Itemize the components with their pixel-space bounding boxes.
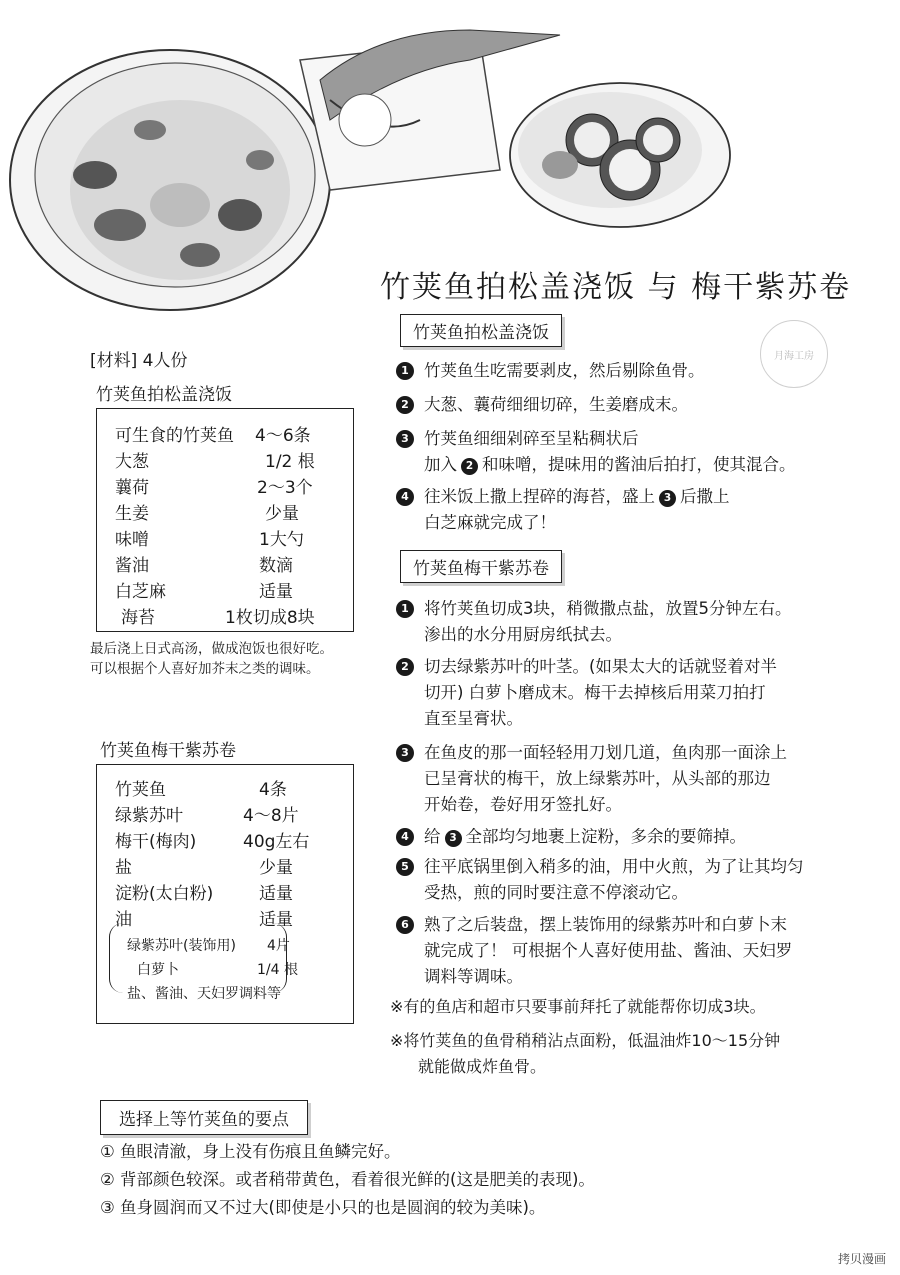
garnish-row: 绿紫苏叶(装饰用) 4片 <box>127 938 290 954</box>
recipe2-step-6: 6 熟了之后装盘，摆上装饰用的绿紫苏叶和白萝卜末 就完成了！ 可根据个人喜好使用盐、酱油、天妇罗 调料等调味。 <box>396 912 876 992</box>
ingredient-row: 酱油 数滴 <box>115 556 293 576</box>
materials-dish1-name: 竹荚鱼拍松盖浇饭 <box>96 385 232 405</box>
recipe1-step-1: 1 竹荚鱼生吃需要剥皮，然后剔除鱼骨。 <box>396 358 876 386</box>
tip-item-1: ① 鱼眼清澈，身上没有伤痕且鱼鳞完好。 <box>100 1142 401 1161</box>
recipe1-step-4: 4 往米饭上撒上捏碎的海苔，盛上 3 后撒上 白芝麻就完成了！ <box>396 484 876 540</box>
step-number-badge: 1 <box>396 600 414 618</box>
garnish-row: 盐、酱油、天妇罗调料等 <box>127 986 281 1002</box>
recipe2-note-2-line-2: 就能做成炸鱼骨。 <box>418 1057 547 1076</box>
step-number-badge: 2 <box>396 396 414 414</box>
ingredient-row: 大葱 1/2 根 <box>115 452 315 472</box>
garnish-row: 白萝卜 1/4 根 <box>137 962 298 978</box>
step-number-badge: 6 <box>396 916 414 934</box>
recipe1-step-3: 3 竹荚鱼细细剁碎至呈粘稠状后 加入 2 和味噌，提味用的酱油后拍打，使其混合。 <box>396 426 876 482</box>
ingredient-row: 淀粉(太白粉) 适量 <box>115 884 293 904</box>
step-number-badge: 5 <box>396 858 414 876</box>
step-number-badge: 2 <box>396 658 414 676</box>
ingredient-row: 油 适量 <box>115 910 293 930</box>
recipe2-step-4: 4 给 3 全部均匀地裹上淀粉，多余的要筛掉。 <box>396 824 876 852</box>
side-dish-plate-drawing <box>510 83 730 227</box>
recipe2-note-1: ※有的鱼店和超市只要事前拜托了就能帮你切成3块。 <box>390 997 766 1016</box>
ingredient-row: 蘘荷 2～3个 <box>115 478 313 498</box>
step-ref-badge: 3 <box>659 490 676 507</box>
recipe2-step-5: 5 往平底锅里倒入稍多的油，用中火煎，为了让其均匀 受热，煎的同时要注意不停滚动它。 <box>396 854 876 908</box>
step-number-badge: 3 <box>396 744 414 762</box>
page-title: 竹荚鱼拍松盖浇饭 与 梅干紫苏卷 <box>380 270 852 305</box>
ingredient-row: 盐 少量 <box>115 858 293 878</box>
dish1-note-line-1: 最后浇上日式高汤，做成泡饭也很好吃。 <box>90 641 333 657</box>
ingredient-row: 白芝麻 适量 <box>115 582 293 602</box>
tips-heading: 选择上等竹荚鱼的要点 <box>100 1100 308 1135</box>
recipe2-step-3: 3 在鱼皮的那一面轻轻用刀划几道，鱼肉那一面涂上 已呈膏状的梅干，放上绿紫苏叶，从头部的那边 开始卷，卷好用牙签扎好。 <box>396 740 876 820</box>
step-number-badge: 4 <box>396 828 414 846</box>
tip-item-2: ② 背部颜色较深。或者稍带黄色，看着很光鲜的(这是肥美的表现)。 <box>100 1170 595 1189</box>
step-ref-badge: 2 <box>461 458 478 475</box>
materials-heading: [材料] 4人份 <box>90 351 188 371</box>
recipe1-step-2: 2 大葱、蘘荷细细切碎，生姜磨成末。 <box>396 392 876 420</box>
recipe2-heading: 竹荚鱼梅干紫苏卷 <box>400 550 562 583</box>
ingredient-row: 绿紫苏叶 4～8片 <box>115 806 299 826</box>
step-number-badge: 3 <box>396 430 414 448</box>
recipe2-note-2-line-1: ※将竹荚鱼的鱼骨稍稍沾点面粉，低温油炸10～15分钟 <box>390 1031 781 1050</box>
dish1-ingredient-box <box>96 408 354 632</box>
watermark: 拷贝漫画 <box>837 1252 886 1266</box>
step-number-badge: 4 <box>396 488 414 506</box>
dish2-ingredient-box <box>96 764 354 1024</box>
step-ref-badge: 3 <box>445 830 462 847</box>
ingredient-row: 可生食的竹荚鱼 4～6条 <box>115 426 311 446</box>
recipe2-step-1: 1 将竹荚鱼切成3块，稍微撒点盐，放置5分钟左右。 渗出的水分用厨房纸拭去。 <box>396 596 876 650</box>
tip-item-3: ③ 鱼身圆润而又不过大(即使是小只的也是圆润的较为美味)。 <box>100 1198 546 1217</box>
recipe2-step-2: 2 切去绿紫苏叶的叶茎。(如果太大的话就竖着对半 切开) 白萝卜磨成末。梅干去掉核后用菜刀拍打 直至呈膏状。 <box>396 654 876 734</box>
ingredient-row: 梅干(梅肉) 40g左右 <box>115 832 310 852</box>
ingredient-row: 竹荚鱼 4条 <box>115 780 287 800</box>
ingredient-row: 味噌 1大勺 <box>115 530 304 550</box>
publisher-stamp: 月海工房 <box>760 320 828 388</box>
materials-dish2-name: 竹荚鱼梅干紫苏卷 <box>100 741 236 761</box>
rice-bowl-drawing <box>10 50 330 310</box>
dish1-note-line-2: 可以根据个人喜好加芥末之类的调味。 <box>90 661 320 677</box>
ingredient-row: 海苔 1枚切成8块 <box>121 608 315 628</box>
recipe1-heading: 竹荚鱼拍松盖浇饭 <box>400 314 562 347</box>
step-number-badge: 1 <box>396 362 414 380</box>
ingredient-row: 生姜 少量 <box>115 504 299 524</box>
